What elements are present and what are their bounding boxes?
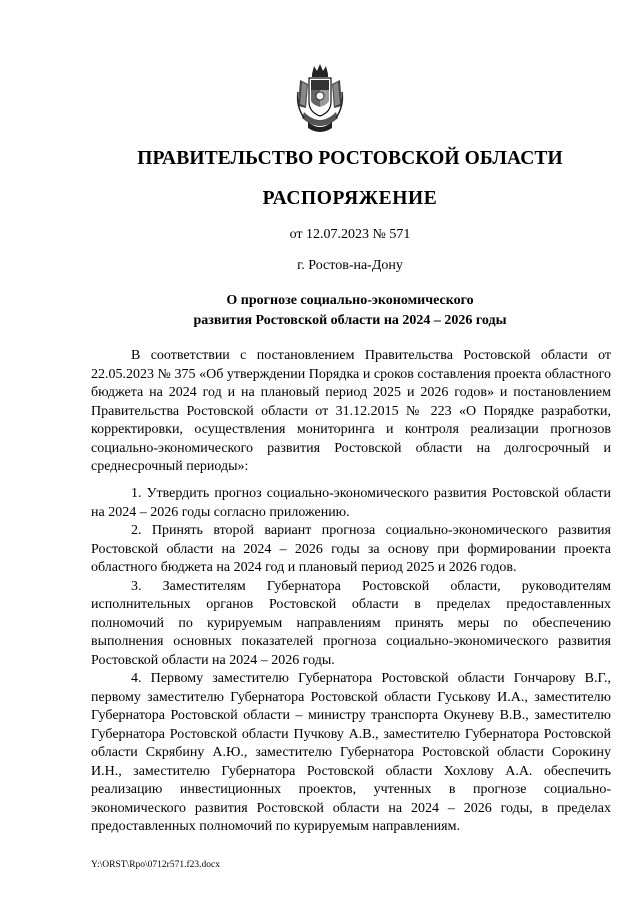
order-items (91, 485, 611, 837)
date-and-number: от 12.07.2023 № 571 (289, 227, 411, 242)
preamble-paragraph: В соответствии с постановлением Правительства Ростовской области от 22.05.2023 № 375 «Об утверждении Порядка и сроков составления проекта областного бюджета на 2024 год и на плановый период 2025 и 2026 годов» и постановлением Правительства Ростовской области от 31.12.2015 № 223 «О Порядке разработки, корректировки, осуществления мониторинга и контроля реализации прогнозов социально-экономического развития Ростовской области на долгосрочный и среднесрочный периоды»: (91, 348, 611, 474)
order-item-1: 1. Утвердить прогноз социально-экономического развития Ростовской области на 2024 – 2026 годы согласно приложению. (91, 486, 611, 520)
coat-of-arms-emblem (294, 62, 346, 138)
city-line: г. Ростов-на-Дону (297, 258, 403, 273)
order-item-3: 3. Заместителям Губернатора Ростовской области, руководителям исполнительных органов Ростовской области в пределах предоставленных полномочий по курируемым направлениям принять меры по обеспечению выполнения основных показателей прогноза социально-экономического развития Ростовской области на 2024 – 2026 годы. (91, 578, 611, 668)
preamble-section (91, 347, 611, 477)
subject-line-2: развития Ростовской области на 2024 – 2026 годы (193, 313, 507, 328)
document-type-heading: РАСПОРЯЖЕНИЕ (262, 188, 438, 209)
order-item-4: 4. Первому заместителю Губернатора Ростовской области Гончарову В.Г., первому заместителю Губернатора Ростовской области Гуськову И.А., заместителю Губернатора Ростовской области – министру транспорта Окуневу В.В., заместителю Губернатора Ростовской области Пучкову А.В., заместителю Губернатора Ростовской области Скрябину А.Ю., заместителю Губернатора Ростовской области Сорокину И.Н., заместителю Губернатора Ростовской области Хохлову А.А. обеспечить реализацию инвестиционных проектов, учтенных в прогнозе социально-экономического развития Ростовской области на 2024 – 2026 годы, в пределах предоставленных полномочий по курируемым направлениям. (91, 671, 611, 834)
document-subject (0, 291, 640, 331)
footer-file-path: Y:\ORST\Rpo\0712r571.f23.docx (91, 860, 220, 870)
order-item-2: 2. Принять второй вариант прогноза социально-экономического развития Ростовской области на 2024 – 2026 годы за основу при формировании проекта областного бюджета на 2024 год и плановый период 2025 и 2026 годов. (91, 523, 611, 575)
government-title: ПРАВИТЕЛЬСТВО РОСТОВСКОЙ ОБЛАСТИ (137, 148, 563, 169)
subject-line-1: О прогнозе социально-экономического (226, 293, 474, 308)
